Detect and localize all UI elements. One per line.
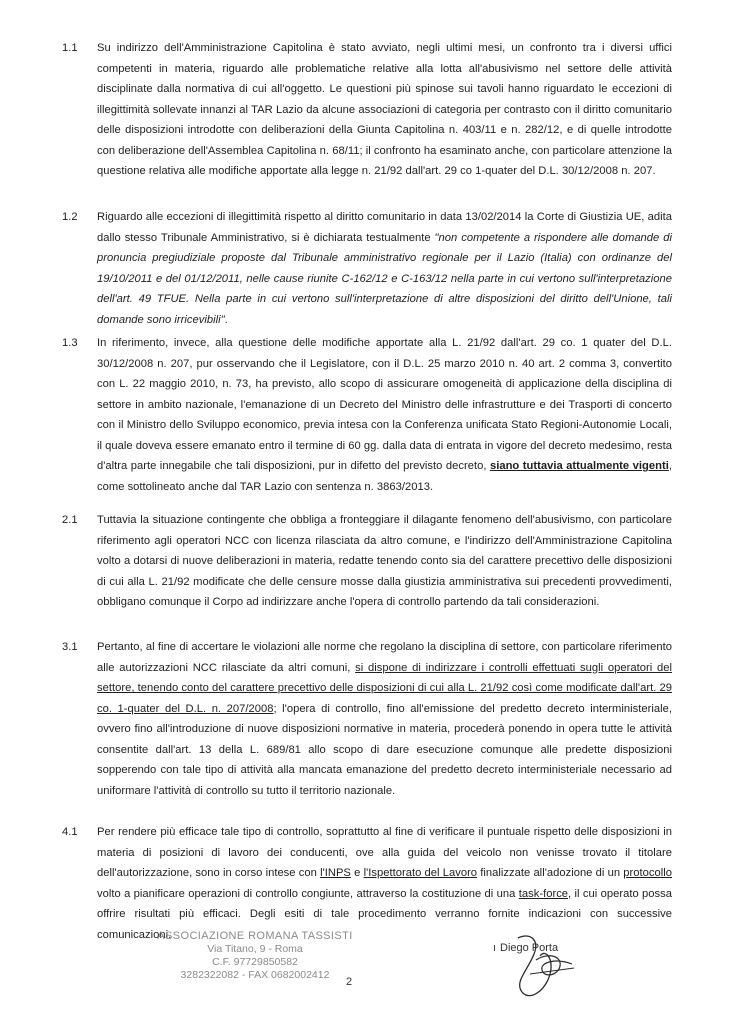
- section-text: [97, 38, 672, 182]
- text-run: ; l'opera di controllo, fino all'emissione del predetto decreto interministeriale, ovvero fino all'introduzione di nuove disposizioni normative in materia, procederà ponendo in opera tutte le attività consentite dall'art. 13 della L. 689/81 allo scopo di dare esecuzione comunque alle predette disposizioni sopperendo con tale tipo di attività alla mancata emanazione del predetto decreto interministeriale necessario ad uniformare l'attività di controllo su tutto il territorio nazionale.: [97, 702, 673, 797]
- stamp-org: ASSOCIAZIONE ROMANA TASSISTI: [157, 930, 353, 942]
- stamp-address: Via Titano, 9 - Roma: [207, 943, 303, 955]
- text-run: .: [224, 313, 228, 326]
- paragraph: [97, 38, 672, 182]
- emphasized-text: l'INPS: [320, 867, 351, 879]
- section-number: 1.3: [62, 337, 78, 349]
- section-text: [97, 822, 672, 945]
- emphasized-text: si dispone di indirizzare i controlli effettuati sugli operatori del settore, tenendo conto del carattere precettivo delle disposizioni di cui alla L. 21/92 così come modificate dall'art. 29 co. 1-quater del D.L. n. 207/2008: [97, 661, 673, 715]
- text-run: finalizzate all'adozione di un: [477, 867, 624, 879]
- text-run: Pertanto, al fine di accertare le violazioni alle norme che regolano la disciplina di settore, con particolare riferimento alle autorizzazioni NCC rilasciate da altri comuni,: [97, 641, 672, 674]
- section-number: 1.2: [62, 211, 78, 223]
- emphasized-text: siano tuttavia attualmente vigenti: [489, 460, 669, 472]
- signature-name: Diego Porta: [500, 942, 559, 954]
- paragraph: [97, 510, 672, 613]
- association-stamp: [150, 930, 360, 982]
- emphasized-text: task-force,: [518, 887, 572, 900]
- section-number: 2.1: [62, 514, 78, 526]
- page-number: 2: [346, 976, 353, 988]
- section-text: [97, 207, 672, 330]
- text-run: , come sottolineato anche dal TAR Lazio con sentenza n. 3863/2013.: [97, 460, 672, 493]
- paragraph: [97, 333, 672, 497]
- text-run: Riguardo alle eccezioni di illegittimità rispetto al diritto comunitario in data 13/02/2014 la Corte di Giustizia UE, adita dallo stesso Tribunale Amministrativo, si è dichiarata testualmente: [97, 211, 672, 244]
- section-number: 3.1: [62, 641, 78, 653]
- page-footer: [0, 930, 744, 1010]
- stamp-cf: C.F. 97729850582: [212, 956, 298, 968]
- stamp-phone: 3282322082 - FAX 0682002412: [180, 969, 330, 981]
- text-run: Su indirizzo dell'Amministrazione Capitolina è stato avviato, negli ultimi mesi, un confronto tra i diversi uffici competenti in materia, riguardo alle problematiche relative alla lotta all'abusivismo nel settore delle attività disciplinate dalla normativa di cui all'oggetto. Le questioni più spinose sui tavoli hanno riguardato le eccezioni di illegittimità sollevate innanzi al TAR Lazio da alcune associazioni di categoria per contrasto con il diritto comunitario delle disposizioni introdotte con deliberazioni della Giunta Capitolina n. 403/11 e n. 282/12, e di quelle introdotte con deliberazione dell'Assemblea Capitolina n. 68/11; il confronto ha esaminato anche, con particolare attenzione la questione relativa alle modifiche apportate alla legge n. 21/92 dall'art. 29 co 1-quater del D.L. 30/12/2008 n. 207.: [97, 42, 672, 177]
- text-run: il cui operato possa offrire risultati più efficaci. Degli esiti di tale procedimento verranno fornite indicazioni con successive comunicazioni.: [97, 887, 672, 941]
- section-text: [97, 637, 672, 801]
- section-text: [97, 510, 672, 613]
- emphasized-text: protocollo: [623, 867, 672, 879]
- text-run: Tuttavia la situazione contingente che obbliga a fronteggiare il dilagante fenomeno dell'abusivismo, con particolare riferimento agli operatori NCC con licenza rilasciata da altro comune, e l'indirizzo dell'Amministrazione Capitolina volto a dotarsi di nuove deliberazioni in materia, redatte tenendo conto sia del carattere precettivo delle disposizioni di cui alla L. 21/92 modificate che delle censure mosse dalla giustizia amministrativa sui precedenti provvedimenti, obbligano comunque il Corpo ad indirizzare anche l'opera di controllo partendo da tali considerazioni.: [97, 514, 672, 608]
- section-number: 4.1: [62, 826, 78, 838]
- paragraph: [97, 207, 672, 330]
- text-run: In riferimento, invece, alla questione delle modifiche apportate alla L. 21/92 dall'art. 29 co. 1 quater del D.L. 30/12/2008 n. 207, pur osservando che il Legislatore, con il D.L. 25 marzo 2010 n. 40 art. 2 comma 3, convertito con L. 22 maggio 2010, n. 73, ha previsto, allo scopo di assicurare omogeneità di applicazione della disciplina di settore in ambito nazionale, l'emanazione di un Decreto del Ministro delle infrastrutture e dei Trasporti di concerto con il Ministro dello Sviluppo economico, previa intesa con la Conferenza unificata Stato Regioni-Autonomie Locali, il quale doveva essere emanato entro il termine di 60 gg. dalla data di entrata in vigore del decreto medesimo, resta d'altra parte innegabile che tali disposizioni, pur in difetto del previsto decreto,: [97, 337, 672, 472]
- text-run: volto a pianificare operazioni di controllo congiunte, attraverso la costituzione di una: [97, 887, 519, 900]
- text-run: Per rendere più efficace tale tipo di controllo, soprattutto al fine di verificare il puntuale rispetto delle disposizioni in materia di posizioni di lavoro dei conducenti, ove alla guida del veicolo non venisse trovato il titolare dell'autorizzazione, sono in corso intese con: [97, 826, 672, 879]
- paragraph: [97, 822, 672, 945]
- section-text: [97, 333, 672, 497]
- paragraph: [97, 637, 672, 801]
- text-run: e: [350, 867, 364, 879]
- emphasized-text: l'Ispettorato del Lavoro: [363, 867, 478, 879]
- emphasized-text: "non competente a rispondere alle domande di pronuncia pregiudiziale proposte dal Tribunale amministrativo regionale per il Lazio (Italia) con ordinanze del 19/10/2011 e del 01/12/2011, nelle cause riunite C-162/12 e C-163/12 nella parte in cui vertono sull'interpretazione dell'art. 49 TFUE. Nella parte in cui vertono sull'interpretazione di altre disposizioni del diritto dell'Unione, tali domande sono irricevibili": [97, 231, 672, 326]
- section-number: 1.1: [62, 42, 78, 54]
- signature-scribble-icon: [500, 930, 610, 1005]
- mark: ı: [493, 942, 497, 954]
